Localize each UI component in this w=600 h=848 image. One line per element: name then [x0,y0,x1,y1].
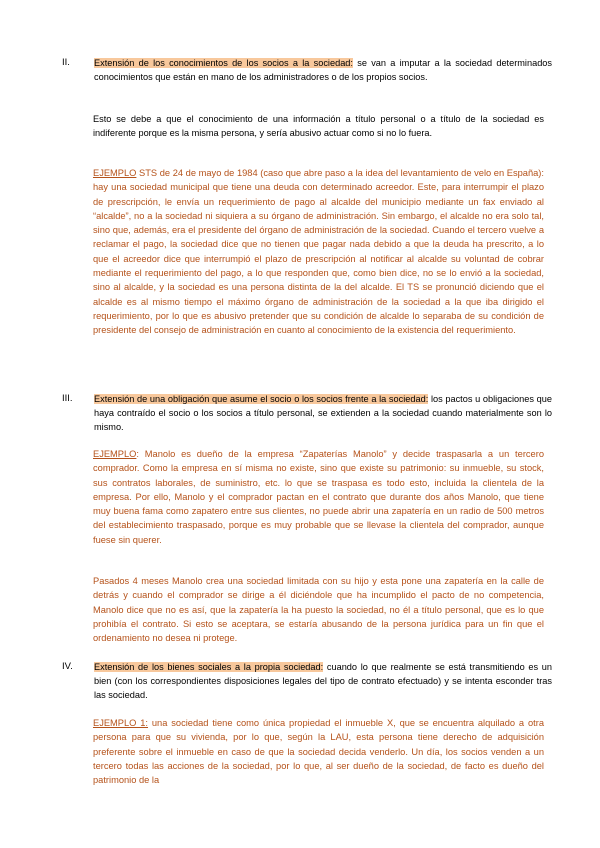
section-iii-paragraph [62,392,552,435]
section-iv-heading: Extensión de los bienes sociales a la propia sociedad: [94,662,324,672]
section-iii-example [93,447,544,547]
section-iii-example-label: EJEMPLO [93,449,137,459]
section-iii-numeral: III. [62,393,73,404]
section-iv [62,660,552,703]
section-ii-numeral: II. [62,57,70,68]
section-iii-heading: Extensión de una obligación que asume el socio o los socios frente a la sociedad: [94,394,429,404]
section-ii [62,56,552,84]
section-ii-para2: Esto se debe a que el conocimiento de una información a título personal o a título de la sociedad es indiferente porque es la misma persona, y sería abusivo actuar como si no lo fuera. [93,114,544,139]
section-iv-example-text: una sociedad tiene como única propiedad el inmueble X, que se encuentra alquilado a otra persona para que su vivienda, por lo que, según la LAU, esta persona tiene derecho de adquisición preferente sobre el inmueble en caso de que la sociedad decida venderlo. Un día, los socios venden a un tercero todas las acciones de la sociedad, por lo que, al ser dueño de la sociedad, de facto es dueño del patrimonio de la [93,718,544,786]
section-ii-paragraph [62,56,552,84]
section-iv-text: cuando lo que realmente se está transmitiendo es un bien (con los correspondientes disposiciones legales del tipo de contrato efectuado) y se intenta esconder tras las sociedad. [94,662,552,701]
section-ii-text: se van a imputar a la sociedad determinados conocimientos que están en mano de los administradores o de los propios socios. [94,58,553,83]
section-iii [62,392,552,435]
section-iii-example-text: : Manolo es dueño de la empresa “Zapaterías Manolo” y decide traspasarla a un tercero comprador. Como la empresa en sí misma no existe, sino que existe su patrimonio: su inmueble, su stock, sus contratos laborales, de suministro, etc. lo que se traspasa es todo esto, incluida la clientela de la empresa. Por ello, Manolo y el comprador pactan en el contrato que durante dos años Manolo, que tiene muy buena fama como zapatero entre sus clientes, no puede abrir una zapatería en un radio de 500 metros del establecimiento traspasado, porque es muy probable que se llevase la clientela del comprador, aunque fuese sin querer. [93,449,544,545]
section-ii-example [93,166,544,338]
section-iv-example-label: EJEMPLO 1: [93,718,149,728]
section-iv-numeral: IV. [62,661,73,672]
section-ii-example-label: EJEMPLO [93,168,137,178]
section-ii-heading: Extensión de los conocimientos de los socios a la sociedad: [94,58,353,68]
section-iii-text: los pactos u obligaciones que haya contraído el socio o los socios a título personal, se extienden a la sociedad cuando materialmente son lo mismo. [94,394,552,433]
section-ii-example-text: STS de 24 de mayo de 1984 (caso que abre paso a la idea del levantamiento de velo en España): hay una sociedad municipal que tiene una deuda con determinado acreedor. Este, para interrumpir el plazo de prescripción, le envía un requerimiento de pago al alcalde del municipio mediante un fax enviado al “alcalde”, no a la sociedad ni siquiera a su órgano de administración. Sin embargo, el alcalde no era solo tal, sino que, además, era el presidente del órgano de administración de la sociedad. Cuando el tercero vuelve a reclamar el pago, la sociedad dice que no tienen que pagar nada debido a que la deuda ha prescrito, a lo que el acreedor dice que interrumpió el plazo de prescripción al notificar al alcalde su voluntad de cobrar mediante el requerimiento del pago, a lo que responden que, como bien dice, no se lo envió a la sociedad, sino al alcalde, y la sociedad es una persona distinta de la del alcalde. El TS se pronunció diciendo que el alcalde es al mismo tiempo el máximo órgano de administración de la sociedad a la que iba dirigido el requerimiento, por lo que es abusivo pretender que su condición de alcalde lo separaba de su condición de presidente del consejo de administración en cuanto al conocimiento de la existencia del requerimiento. [93,168,544,336]
section-iv-paragraph [62,660,552,703]
section-iii-para2: Pasados 4 meses Manolo crea una sociedad limitada con su hijo y esta pone una zapatería en la calle de detrás y cuando el comprador se dirige a él diciéndole que ha incumplido el pacto de no competencia, Manolo dice que no es así, que la zapatería la ha puesto la sociedad, no él a título personal, que es lo que prohibía el contrato. Si esto se aceptara, se estaría abusando de la persona jurídica para un fin que el ordenamiento no desea ni protege. [93,576,544,644]
section-iv-example [93,716,544,787]
